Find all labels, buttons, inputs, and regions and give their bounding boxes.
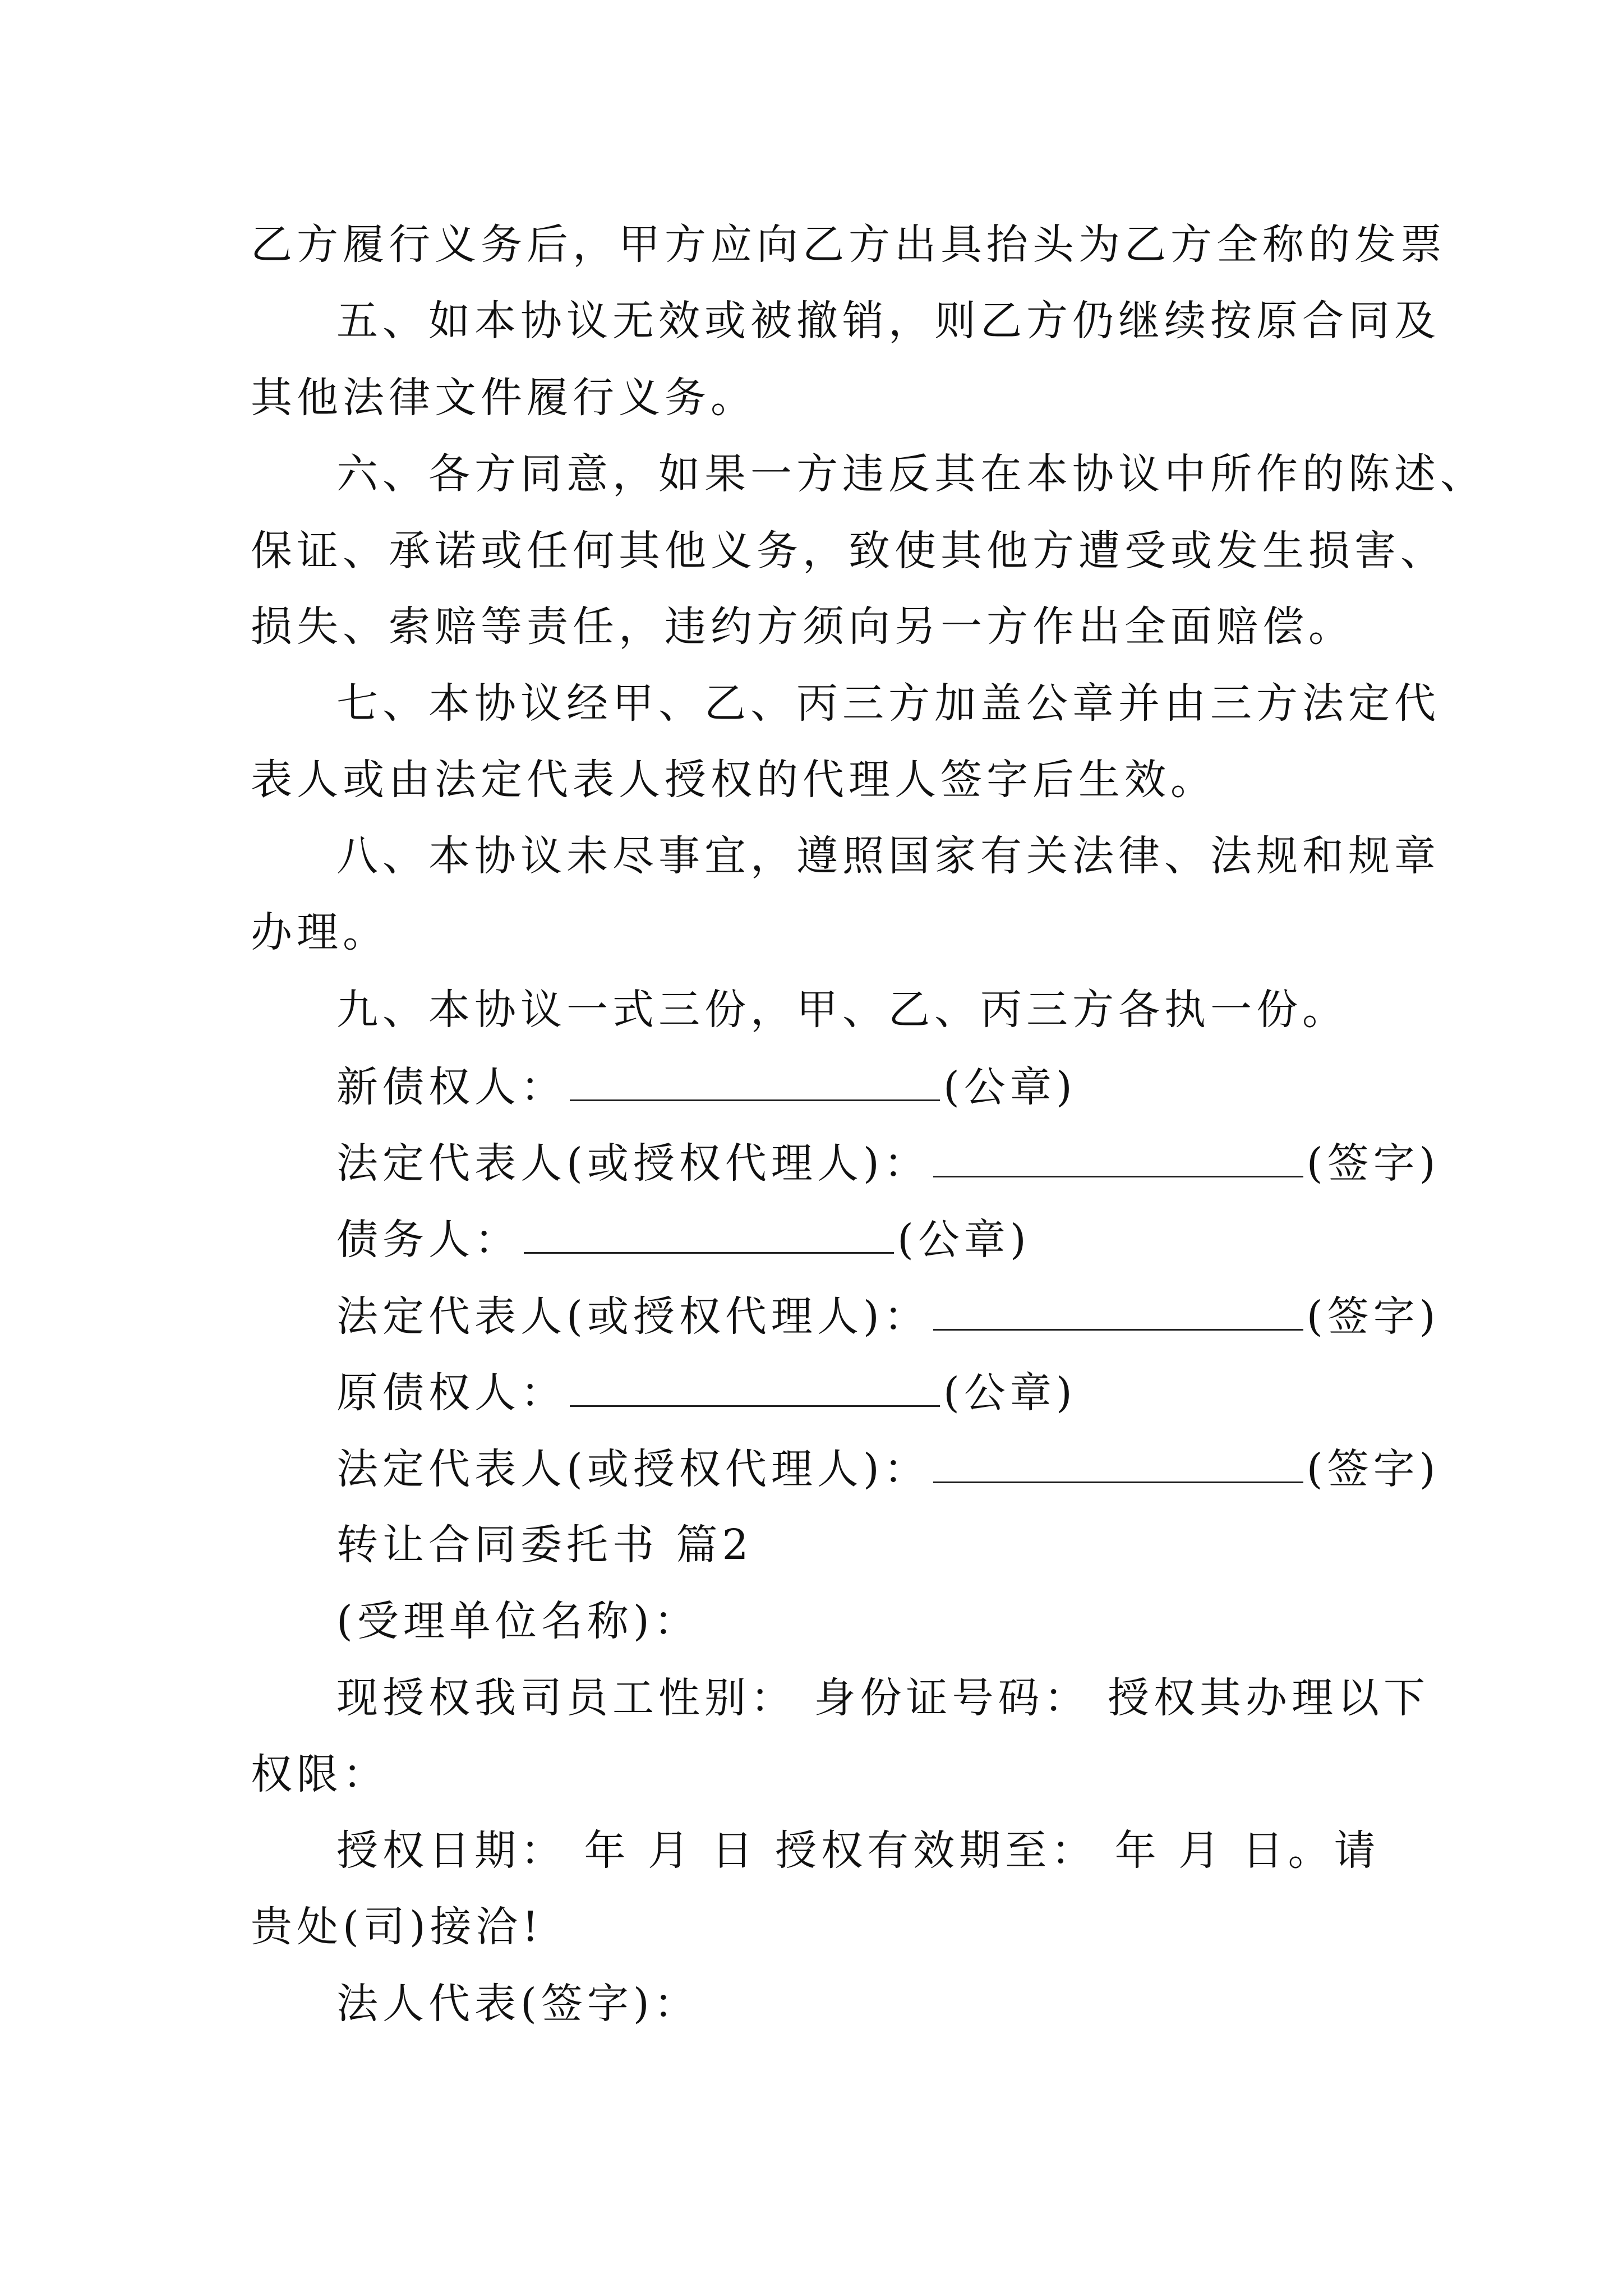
paragraph-line: 其他法律文件履行义务。 [251, 374, 757, 422]
paragraph-line: 五、如本协议无效或被撤销，则乙方仍继续按原合同及 [336, 297, 1440, 345]
signature-label: 新债权人： [336, 1063, 566, 1111]
paragraph-line: 现授权我司员工性别： 身份证号码： 授权其办理以下 [336, 1674, 1430, 1722]
section-title: 转让合同委托书 篇2 [336, 1521, 753, 1569]
paragraph-line: 保证、承诺或任何其他义务，致使其他方遭受或发生损害、 [251, 527, 1446, 575]
signature-label: 法定代表人(或授权代理人)： [336, 1292, 930, 1341]
paragraph-line: (受理单位名称)： [336, 1597, 700, 1645]
signature-suffix: (公章) [943, 1063, 1077, 1111]
paragraph-line: 权限： [251, 1750, 389, 1798]
paragraph-line: 损失、索赔等责任，违约方须向另一方作出全面赔偿。 [251, 602, 1354, 651]
signature-blank[interactable] [570, 1059, 940, 1101]
signature-line-legal-rep [336, 1289, 1440, 1343]
signature-blank[interactable] [933, 1441, 1303, 1483]
signature-line-legal-rep [336, 1441, 1440, 1496]
paragraph-line: 七、本协议经甲、乙、丙三方加盖公章并由三方法定代 [336, 679, 1440, 728]
paragraph-line: 九、本协议一式三份，甲、乙、丙三方各执一份。 [336, 986, 1348, 1034]
signature-label: 法定代表人(或授权代理人)： [336, 1445, 930, 1493]
paragraph-line: 贵处(司)接洽! [251, 1903, 543, 1951]
paragraph-line: 表人或由法定代表人授权的代理人签字后生效。 [251, 756, 1216, 804]
paragraph-line: 六、各方同意，如果一方违反其在本协议中所作的陈述、 [336, 450, 1486, 498]
signature-blank[interactable] [524, 1212, 894, 1254]
signature-blank[interactable] [933, 1135, 1303, 1177]
paragraph-line: 八、本协议未尽事宜，遵照国家有关法律、法规和规章 [336, 832, 1440, 880]
signature-blank[interactable] [933, 1289, 1303, 1331]
paragraph-line: 乙方履行义务后，甲方应向乙方出具抬头为乙方全称的发票 [251, 220, 1446, 269]
signature-suffix: (公章) [943, 1369, 1077, 1417]
signature-suffix: (签字) [1306, 1292, 1440, 1341]
paragraph-line: 授权日期： 年 月 日 授权有效期至： 年 月 日。请 [336, 1826, 1380, 1875]
signature-suffix: (公章) [897, 1216, 1031, 1264]
signature-line-original-creditor [336, 1365, 1077, 1420]
signature-suffix: (签字) [1306, 1445, 1440, 1493]
signature-line-new-creditor [336, 1059, 1077, 1114]
signature-label: 原债权人： [336, 1369, 566, 1417]
signature-suffix: (签字) [1306, 1139, 1440, 1188]
paragraph-line: 办理。 [251, 908, 389, 956]
signature-line-legal-rep [336, 1135, 1440, 1190]
paragraph-line: 法人代表(签字)： [336, 1980, 700, 2028]
signature-line-debtor [336, 1212, 1031, 1267]
signature-label: 法定代表人(或授权代理人)： [336, 1139, 930, 1188]
signature-blank[interactable] [570, 1365, 940, 1407]
signature-label: 债务人： [336, 1216, 520, 1264]
